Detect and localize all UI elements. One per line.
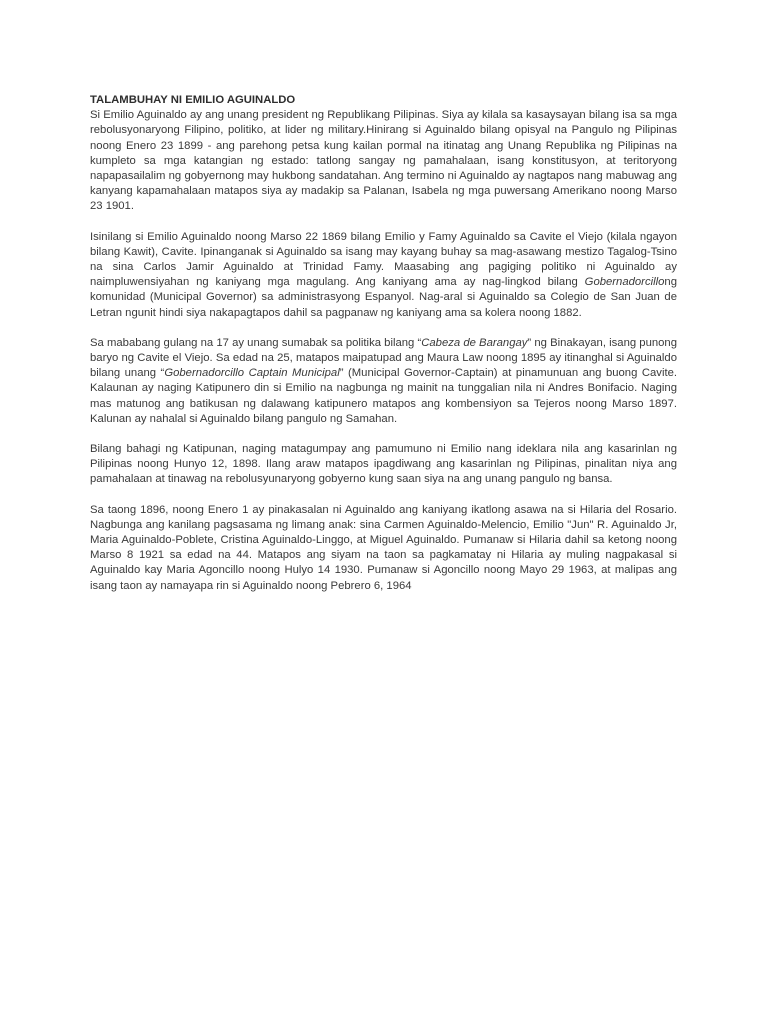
paragraph-birth-text-b: ng komunidad (Municipal Governor) sa administrasyong Espanyol. Nag-aral si Aguinaldo sa Colegio de San Juan de Letran ngunit hindi siya nakapagtapos dahil sa pagpanaw ng kaniyang ama sa kolera noong 1882. [90, 276, 677, 319]
paragraph-birth-italic: Gobernadorcillo [584, 276, 665, 289]
paragraph-family [90, 503, 677, 594]
paragraph-politics-text-c: ” (Municipal Governor-Captain) at pinamunuan ang buong Cavite. Kalaunan ay naging Katipunero din si Emilio na nagbunga ng mainit na tunggalian nila ni Andres Bonifacio. Naging mas matunog ang batikusan ng dalawang katipunero matapos ang kombensiyon sa Tejeros noong Marso 1897. Kalunan ay nahalal si Aguinaldo bilang pangulo ng Samahan. [90, 367, 678, 425]
paragraph-politics-italic-2: Gobernadorcillo Captain Municipal [164, 367, 340, 380]
paragraph-birth-text-a: Isinilang si Emilio Aguinaldo noong Marso 22 1869 bilang Emilio y Famy Aguinaldo sa Cavite el Viejo (kilala ngayon bilang Kawit), Cavite. Ipinanganak si Aguinaldo sa isang may kayang buhay sa mag-asawang mestizo Tagalog-Tsino na sina Carlos Jamir Aguinaldo at Trinidad Famy. Maasabing ang pagiging politiko ni Aguinaldo ay naimpluwensiyahan ng kaniyang mga magulang. Ang kaniyang ama ay nag-lingkod bilang [90, 230, 677, 289]
paragraph-politics-text-a: Sa mababang gulang na 17 ay unang sumabak sa politika bilang “ [90, 336, 422, 349]
paragraph-katipunan-text: Bilang bahagi ng Katipunan, naging matagumpay ang pamumuno ni Emilio nang ideklara nila ang kasarinlan ng Pilipinas noong Hunyo 12, 1898. Ilang araw matapos ipagdiwang ang kasarinlan ng Pilipinas, pinalitan niya ang pamahalaan at tinawag na rebolusyunaryong gobyerno kung saan siya na ang unang pangulo ng bansa. [90, 443, 677, 486]
paragraph-intro [90, 108, 677, 214]
paragraph-family-text: Sa taong 1896, noong Enero 1 ay pinakasalan ni Aguinaldo ang kaniyang ikatlong asawa na si Hilaria del Rosario. Nagbunga ang kanilang pagsasama ng limang anak: sina Carmen Aguinaldo-Melencio, Emilio "Jun" R. Aguinaldo Jr, Maria Aguinaldo-Poblete, Cristina Aguinaldo-Linggo, at Miguel Aguinaldo. Pumanaw si Hilaria dahil sa ketong noong Marso 8 1921 sa edad na 44. Matapos ang siyam na taon sa pagkamatay ni Hilaria ay muling nagpakasal si Aguinaldo kay Maria Agoncillo noong Hulyo 14 1930. Pumanaw si Agoncillo noong Mayo 29 1963, at malipas ang isang taon ay namayapa rin si Aguinaldo noong Pebrero 6, 1964 [90, 503, 677, 592]
document-page [90, 93, 677, 594]
document-title: TALAMBUHAY NI EMILIO AGUINALDO [90, 94, 296, 106]
paragraph-politics-text-b: ” ng Binakayan, isang punong baryo ng Cavite el Viejo. Sa edad na 25, matapos maipatupad ang Maura Law noong 1895 ay itinanghal si Aguinaldo bilang unang “ [90, 336, 677, 380]
paragraph-birth [90, 230, 677, 321]
paragraph-politics [90, 336, 677, 427]
paragraph-politics-italic-1: Cabeza de Barangay [421, 336, 528, 349]
paragraph-intro-text: Si Emilio Aguinaldo ay ang unang president ng Republikang Pilipinas. Siya ay kilala sa kasaysayan bilang isa sa mga rebolusyonaryong Filipino, politiko, at lider ng military.Hinirang si Aguinaldo bilang opisyal na Pangulo ng Pilipinas noong Enero 23 1899 - ang parehong petsa kung kailan pormal na itinatag ang Unang Republika ng Pilipinas na kumpleto sa mga katangian ng estado: tatlong sangay ng pamahalaan, isang konstitusyon, at teritoryong napapasailalim ng gobyernong may hukbong sandatahan. Ang termino ni Aguinaldo ay nagtapos nang mabuwag ang kanyang kapamahalaan matapos siya ay madakip sa Palanan, Isabela ng mga puwersang Amerikano noong Marso 23 1901. [90, 109, 677, 213]
paragraph-katipunan [90, 442, 677, 488]
